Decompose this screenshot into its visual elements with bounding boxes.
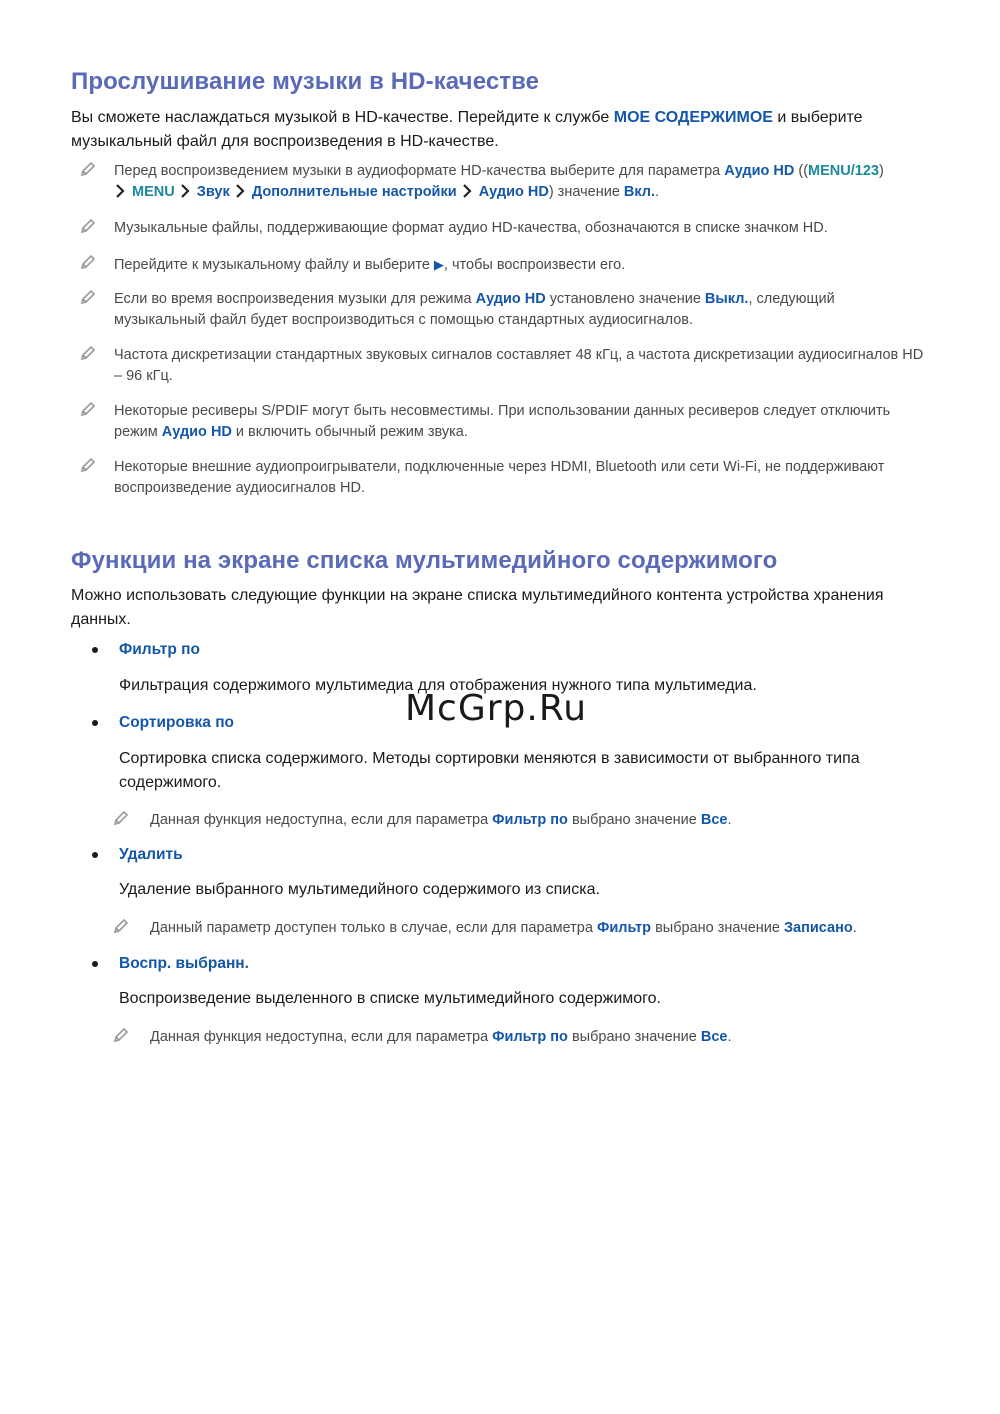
item-label: Воспр. выбранн.: [119, 955, 249, 972]
section1-intro: Вы сможете наслаждаться музыкой в HD-качестве. Перейдите к службе МОЕ СОДЕРЖИМОЕ и выберите музыкальный файл для воспроизведения в HD-качестве.: [71, 109, 863, 150]
item-label: Фильтр по: [119, 641, 200, 658]
pencil-icon: [79, 253, 97, 271]
pencil-icon: [112, 1026, 130, 1044]
bullet-dot: [92, 852, 98, 858]
pencil-icon: [79, 344, 97, 362]
pencil-icon: [79, 288, 97, 306]
pencil-icon: [112, 809, 130, 827]
watermark: McGrp.Ru: [405, 688, 588, 729]
item-description: Фильтрация содержимого мультимедиа для отображения нужного типа мультимедиа.: [119, 677, 757, 694]
pencil-icon: [79, 160, 97, 178]
bullet-dot: [92, 961, 98, 967]
item-label: Сортировка по: [119, 714, 235, 731]
item-description: Удаление выбранного мультимедийного содержимого из списка.: [119, 881, 600, 898]
pencil-icon: [79, 217, 97, 235]
bullet-dot: [92, 647, 98, 653]
chevron-right-icon: [234, 184, 246, 198]
pencil-icon: [79, 456, 97, 474]
item-description: Сортировка списка содержимого. Методы сортировки меняются в зависимости от выбранного типа содержимого.: [119, 750, 860, 791]
bullet-dot: [92, 720, 98, 726]
chevron-right-icon: [179, 184, 191, 198]
pencil-icon: [112, 917, 130, 935]
item-description: Воспроизведение выделенного в списке мультимедийного содержимого.: [119, 990, 661, 1007]
section1-title: Прослушивание музыки в HD-качестве: [71, 68, 540, 95]
chevron-right-icon: [461, 184, 473, 198]
document-page: Прослушивание музыки в HD-качестве Вы сможете наслаждаться музыкой в HD-качестве. Перейдите к службе МОЕ СОДЕРЖИМОЕ и выберите музыкальный файл для воспроизведения в HD-качестве. Перед воспроизведением музыки в аудиоформате HD-качества выберите для параметра Аудио HD ((MENU/123) MENU Звук Дополнительные настройки Аудио HD) значение Вкл.. Музыкальные файлы, поддерживающие формат аудио HD-качества, обозначаются в списке значком HD. Перейдите к музыкальному файлу и выберите ▶, чтобы воспроизвести его. Если во время воспроизведения музыки для режима Аудио HD установлено значение Выкл., следующий музыкальный файл будет воспроизводиться с помощью стандартных аудиосигналов. Частота дискретизации стандартных звуковых сигналов составляет 48 кГц, а частота дискретизации аудиосигналов HD – 96 кГц. Некоторые ресиверы S/PDIF могут быть несовместимы. При использовании данных ресиверов следует отключить режим Аудио HD и включить обычный режим звука. Некоторые внешние аудиопроигрыватели, подключенные через HDMI, Bluetooth или сети Wi-Fi, не поддерживают воспроизведение аудиосигналов HD. Функции на экране списка мультимедийного содержимого Можно использовать следующие функции на экране списка мультимедийного контента устройства хранения данных. Фильтр по Фильтрация содержимого мультимедиа для отображения нужного типа мультимедиа. Сортировка по Сортировка списка содержимого. Методы сортировки меняются в зависимости от выбранного типа содержимого. Данная функция недоступна, если для параметра Фильтр по выбрано значение Все. Удалить Удаление выбранного мультимедийного содержимого из списка. Данный параметр доступен только в случае, если для параметра Фильтр выбрано значение Записано. Воспр. выбранн. Воспроизведение выделенного в списке мультимедийного содержимого. Данная функция недоступна, если для параметра Фильтр по выбрано значение Все. McGrp.Ru: [0, 0, 1000, 1414]
keyword-my-content: МОЕ СОДЕРЖИМОЕ: [613, 109, 773, 126]
section2-intro: Можно использовать следующие функции на экране списка мультимедийного контента устройства хранения данных.: [71, 587, 884, 628]
section2-title: Функции на экране списка мультимедийного содержимого: [71, 547, 778, 574]
pencil-icon: [79, 400, 97, 418]
chevron-right-icon: [114, 184, 126, 198]
play-icon: ▶: [433, 257, 444, 272]
item-label: Удалить: [119, 846, 183, 863]
